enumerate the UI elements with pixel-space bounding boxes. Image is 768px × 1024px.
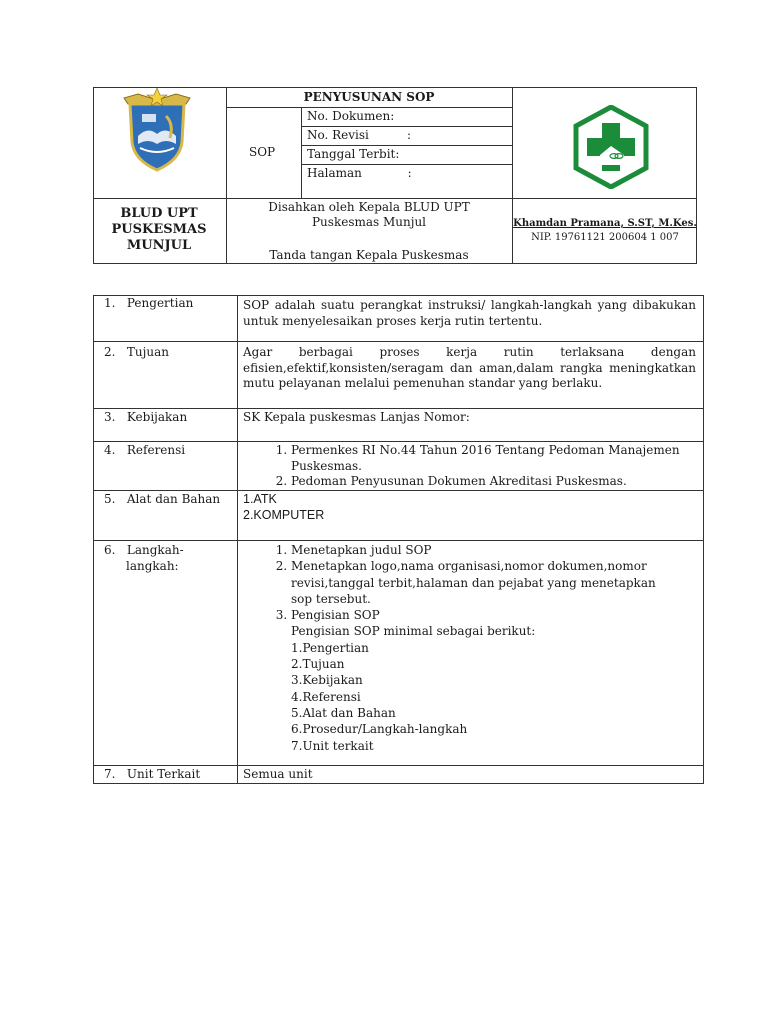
sub-item: 5.Alat dan Bahan [291,705,396,720]
row-label-langkah: 6. Langkah- langkah: [104,543,184,573]
sub-item: 4.Referensi [291,689,361,704]
sub-item: 2.Tujuan [291,657,345,672]
row-text-unit-terkait: Semua unit [243,767,313,781]
row-label-kebijakan: 3. Kebijakan [104,410,188,424]
langkah-step: 1. Menetapkan judul SOP [291,542,698,558]
org-name: BLUD UPT PUSKESMAS MUNJUL [111,206,207,253]
header-title: PENYUSUNAN SOP [303,90,435,104]
row-text-pengertian: SOP adalah suatu perangkat instruksi/ langkah-langkah yang dibakukan untuk menyelesaikan proses kerja rutin tertentu. [243,298,696,328]
alat-bahan-list [243,491,324,523]
field-no-dokumen: No. Dokumen: [307,109,395,123]
alat-item: 2.KOMPUTER [243,508,325,522]
row-label-tujuan: 2. Tujuan [104,345,169,359]
langkah-step: 2. Menetapkan logo,nama organisasi,nomor dokumen,nomor revisi,tanggal terbit,halaman dan pejabat yang menetapkan sop tersebut. [291,558,698,607]
alat-item: 1.ATK [243,492,277,506]
field-halaman: Halaman : [307,166,412,180]
row-label-alat-bahan: 5. Alat dan Bahan [104,492,221,506]
referensi-item: 2. Pedoman Penyusunan Dokumen Akreditasi Puskesmas. [291,474,698,490]
sub-intro: Pengisian SOP minimal sebagai berikut: [291,624,536,639]
sub-item: 3.Kebijakan [291,673,363,688]
official-nip: NIP. 19761121 200604 1 007 [531,232,679,243]
langkah-list [243,542,698,754]
row-text-tujuan: Agar berbagai proses kerja rutin terlaksana dengan efisien,efektif,konsisten/seragam dan aman,dalam rangka meningkatkan mutu pelayanan melalui pemenuhan standar yang berlaku. [243,345,696,390]
official-name: Khamdan Pramana, S.ST, M.Kes. [513,218,697,229]
sub-item: 6.Prosedur/Langkah-langkah [291,722,468,737]
langkah-step: 3. Pengisian SOP [291,607,698,623]
row-label-pengertian: 1. Pengertian [104,296,194,310]
referensi-list [243,443,698,490]
row-text-kebijakan: SK Kepala puskesmas Lanjas Nomor: [243,410,470,424]
puskesmas-logo [570,105,652,189]
sub-item: 1.Pengertian [291,640,369,655]
row-label-referensi: 4. Referensi [104,443,186,457]
field-no-revisi: No. Revisi : [307,128,412,142]
row-label-unit-terkait: 7. Unit Terkait [104,767,201,781]
approval-line-1: Disahkan oleh Kepala BLUD UPT [268,200,470,214]
referensi-item: 1. Permenkes RI No.44 Tahun 2016 Tentang Pedoman Manajemen Puskesmas. [291,443,698,474]
sop-label: SOP [249,145,276,159]
signature-caption: Tanda tangan Kepala Puskesmas [269,248,469,262]
sub-item: 7.Unit terkait [291,738,374,753]
regency-emblem-logo [118,86,196,174]
field-tanggal-terbit: Tanggal Terbit: [307,147,400,161]
approval-line-2: Puskesmas Munjul [311,215,427,229]
